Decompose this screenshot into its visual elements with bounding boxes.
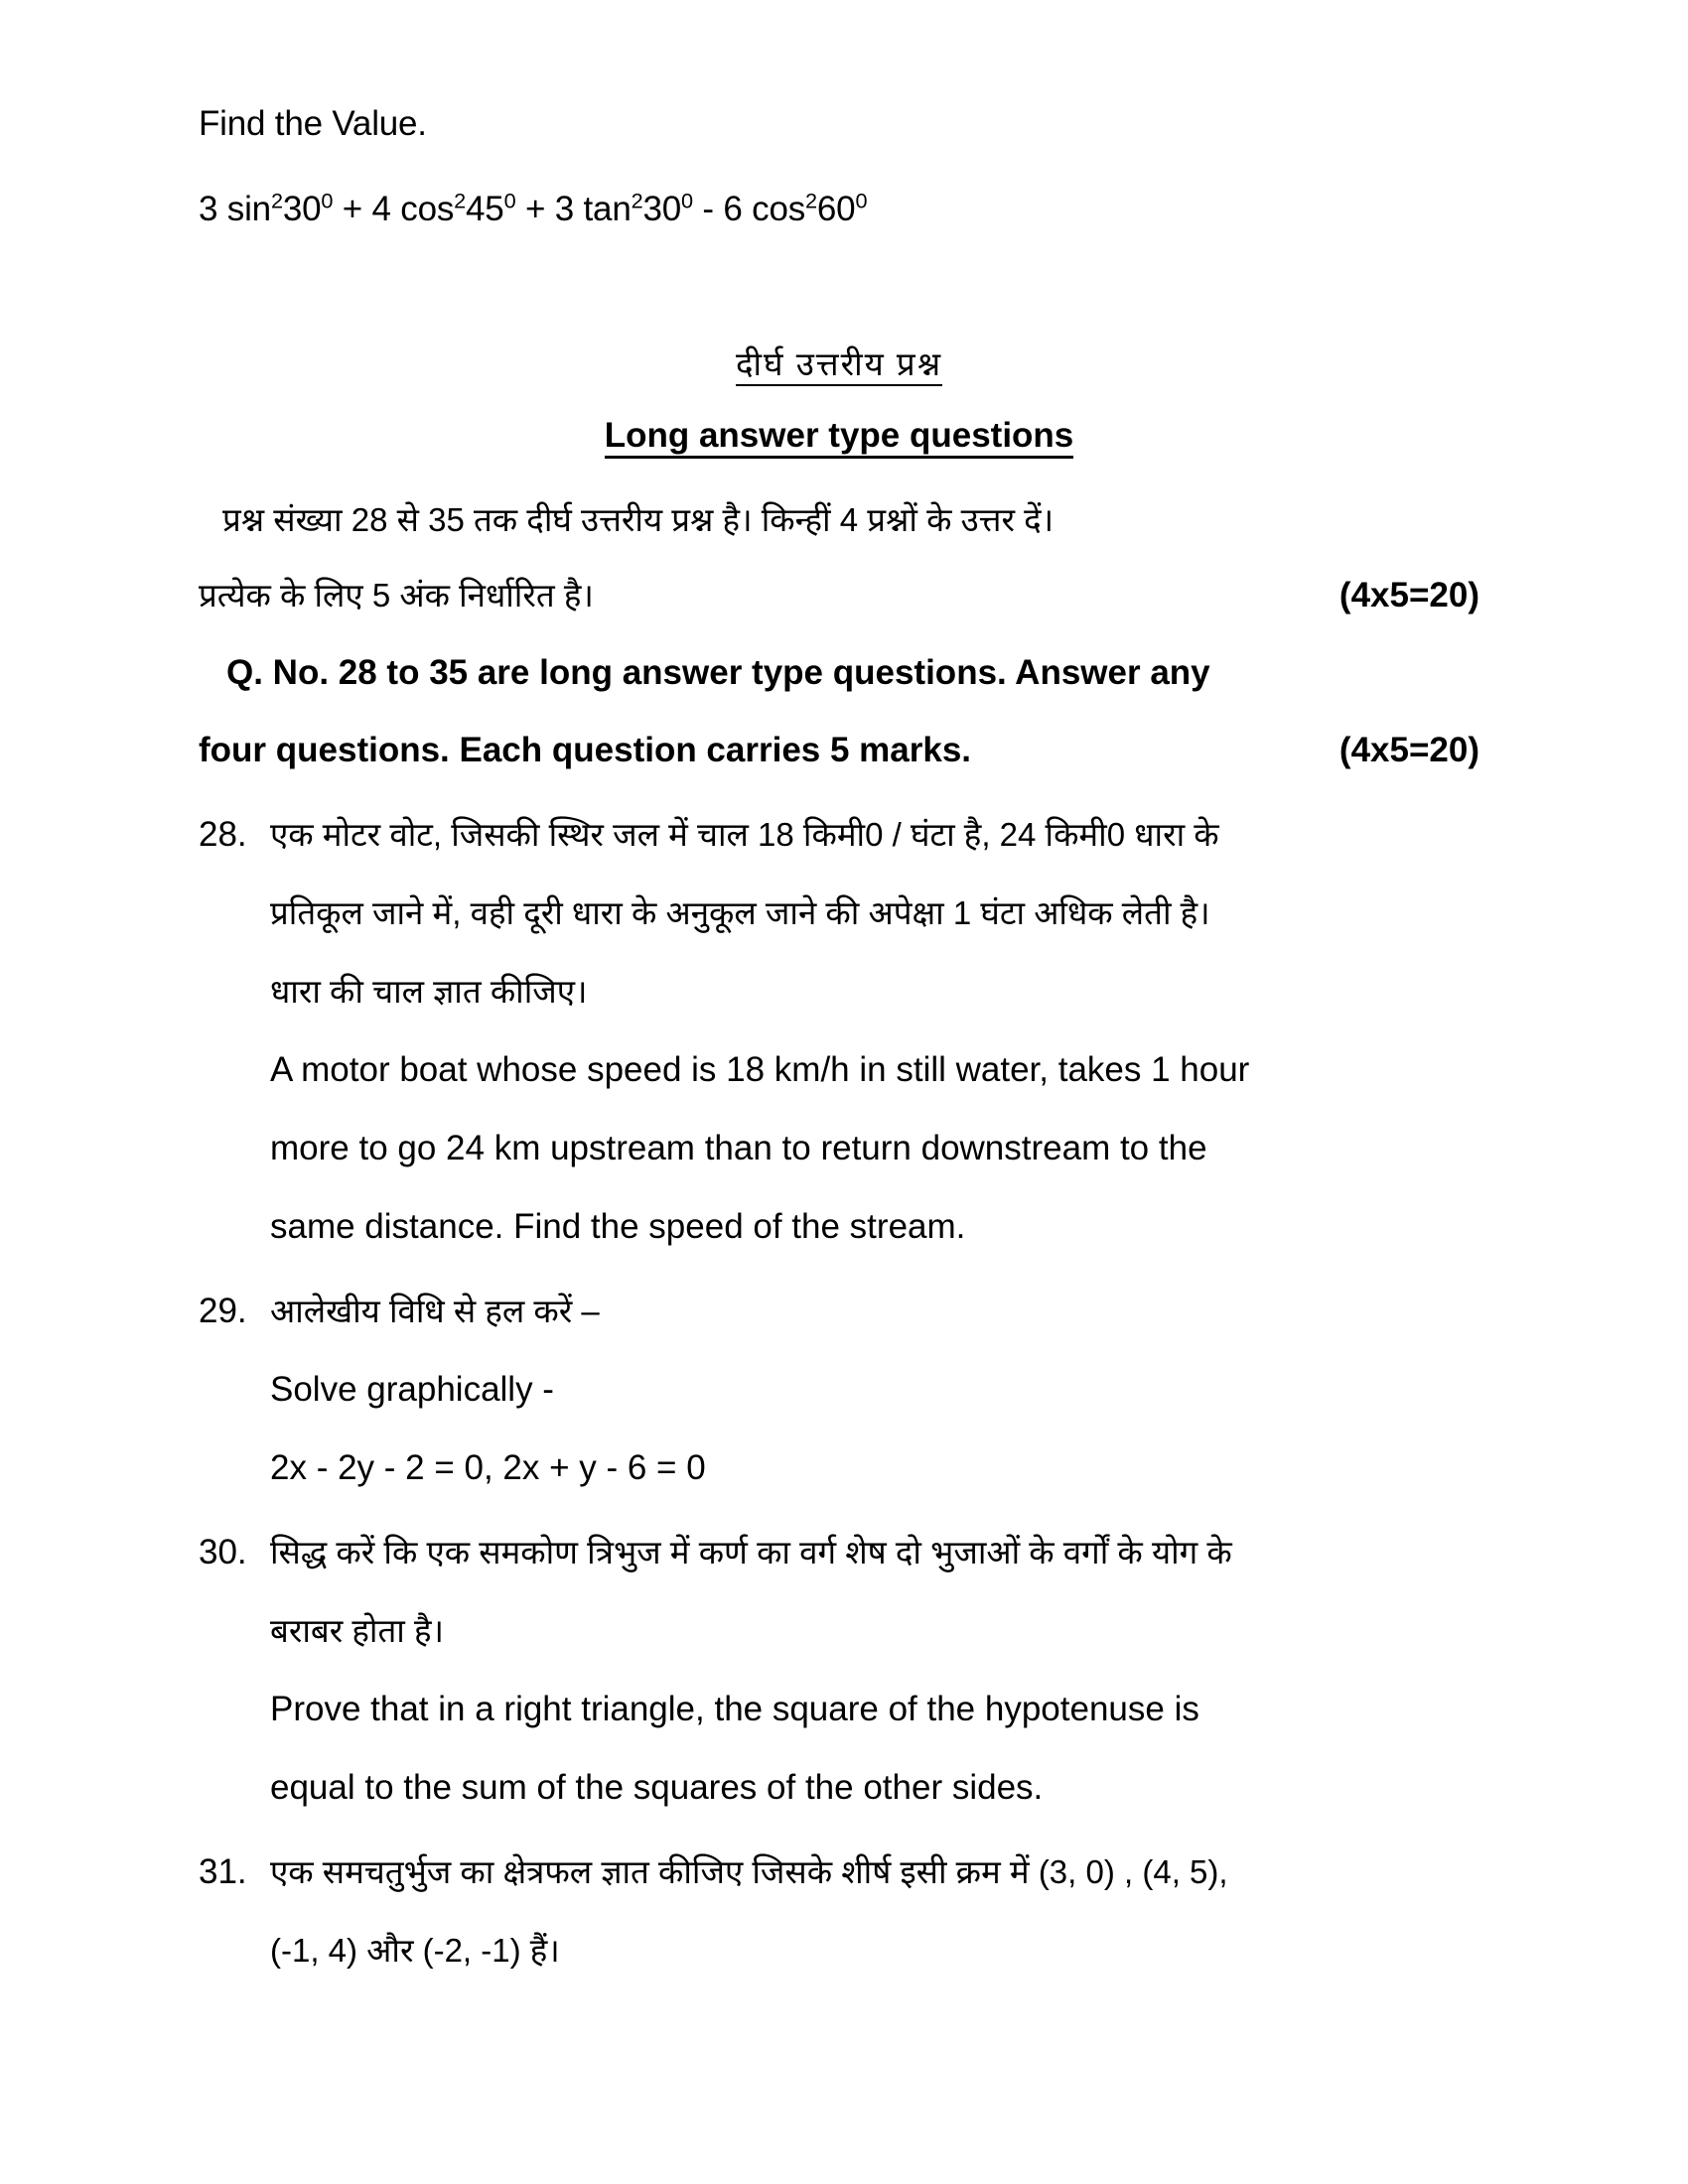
expression-term-7: - 6 cos bbox=[692, 190, 806, 228]
expression-sup-2: 0 bbox=[321, 188, 334, 213]
expression-sup-7: 2 bbox=[805, 188, 817, 213]
question-english-line: more to go 24 km upstream than to return downstream to the bbox=[270, 1129, 1207, 1167]
question-item bbox=[199, 795, 1479, 1266]
question-body bbox=[270, 1513, 1479, 1827]
expression-term-2: 30 bbox=[282, 190, 322, 228]
instruction-hindi-marks: (4x5=20) bbox=[1338, 576, 1479, 614]
question-hindi-line: आलेखीय विधि से हल करें – bbox=[270, 1293, 600, 1329]
question-item bbox=[199, 1272, 1479, 1507]
section-heading-english bbox=[199, 413, 1479, 459]
instruction-hindi-line-1: प्रश्न संख्या 28 से 35 तक दीर्घ उत्तरीय प्रश्न है। किन्हीं 4 प्रश्नों के उत्तर दें। bbox=[222, 501, 1055, 538]
instruction-hindi-line-2: प्रत्येक के लिए 5 अंक निर्धारित है। bbox=[199, 577, 594, 614]
question-equations: 2x - 2y - 2 = 0, 2x + y - 6 = 0 bbox=[270, 1448, 706, 1487]
question-body bbox=[270, 1272, 1479, 1507]
question-hindi-line: (-1, 4) और (-2, -1) हैं। bbox=[270, 1932, 560, 1969]
expression-sup-1: 2 bbox=[270, 188, 283, 213]
expression-term-1: 3 sin bbox=[199, 190, 271, 228]
expression-sup-5: 2 bbox=[631, 188, 643, 213]
question-number: 28. bbox=[199, 815, 247, 854]
expression-sup-4: 0 bbox=[503, 188, 516, 213]
top-question-block bbox=[199, 0, 1479, 238]
question-number: 31. bbox=[199, 1852, 247, 1891]
instruction-english-line-2: four questions. Each question carries 5 marks. bbox=[199, 731, 972, 769]
expression-term-4: 45 bbox=[466, 190, 504, 228]
instruction-english-marks: (4x5=20) bbox=[1338, 731, 1479, 769]
question-english-line: equal to the sum of the squares of the other sides. bbox=[270, 1768, 1044, 1807]
expression-sup-8: 0 bbox=[855, 188, 868, 213]
question-hindi-line: धारा की चाल ज्ञात कीजिए। bbox=[270, 973, 588, 1010]
expression-term-6: 30 bbox=[642, 190, 681, 228]
find-the-value-instruction: Find the Value. bbox=[199, 104, 427, 143]
question-item bbox=[199, 1833, 1479, 1989]
question-body bbox=[270, 1833, 1479, 1989]
question-number: 30. bbox=[199, 1533, 247, 1571]
question-english-line: same distance. Find the speed of the stream. bbox=[270, 1207, 966, 1246]
question-english-line: Prove that in a right triangle, the square of the hypotenuse is bbox=[270, 1690, 1199, 1728]
instruction-english-row-2 bbox=[199, 712, 1479, 789]
instructions-block bbox=[199, 484, 1479, 789]
question-body bbox=[270, 795, 1479, 1266]
question-hindi-line: बराबर होता है। bbox=[270, 1612, 445, 1649]
question-hindi-line: प्रतिकूल जाने में, वही दूरी धारा के अनुकूल जाने की अपेक्षा 1 घंटा अधिक लेती है। bbox=[270, 894, 1210, 931]
expression-term-5: + 3 tan bbox=[515, 190, 632, 228]
expression-term-8: 60 bbox=[816, 190, 856, 228]
section-heading-english-text: Long answer type questions bbox=[605, 416, 1074, 459]
question-english-line: Solve graphically - bbox=[270, 1370, 554, 1409]
question-item bbox=[199, 1513, 1479, 1827]
expression-sup-3: 2 bbox=[454, 188, 467, 213]
instruction-hindi-row-2 bbox=[199, 556, 1479, 634]
section-heading-hindi bbox=[199, 341, 1479, 387]
expression-sup-6: 0 bbox=[681, 188, 693, 213]
trigonometric-expression bbox=[199, 181, 1479, 238]
question-hindi-line: सिद्ध करें कि एक समकोण त्रिभुज में कर्ण का वर्ग शेष दो भुजाओं के वर्गों के योग के bbox=[270, 1534, 1232, 1570]
section-heading-hindi-text: दीर्घ उत्तरीय प्रश्न bbox=[736, 345, 942, 386]
question-english-line: A motor boat whose speed is 18 km/h in still water, takes 1 hour bbox=[270, 1050, 1250, 1089]
question-hindi-line: एक समचतुर्भुज का क्षेत्रफल ज्ञात कीजिए जिसके शीर्ष इसी क्रम में (3, 0) , (4, 5), bbox=[270, 1853, 1228, 1890]
question-number: 29. bbox=[199, 1292, 247, 1330]
instruction-english-line-1: Q. No. 28 to 35 are long answer type questions. Answer any bbox=[226, 653, 1210, 692]
question-hindi-line: एक मोटर वोट, जिसकी स्थिर जल में चाल 18 किमी0 / घंटा है, 24 किमी0 धारा के bbox=[270, 816, 1219, 853]
expression-term-3: + 4 cos bbox=[333, 190, 455, 228]
